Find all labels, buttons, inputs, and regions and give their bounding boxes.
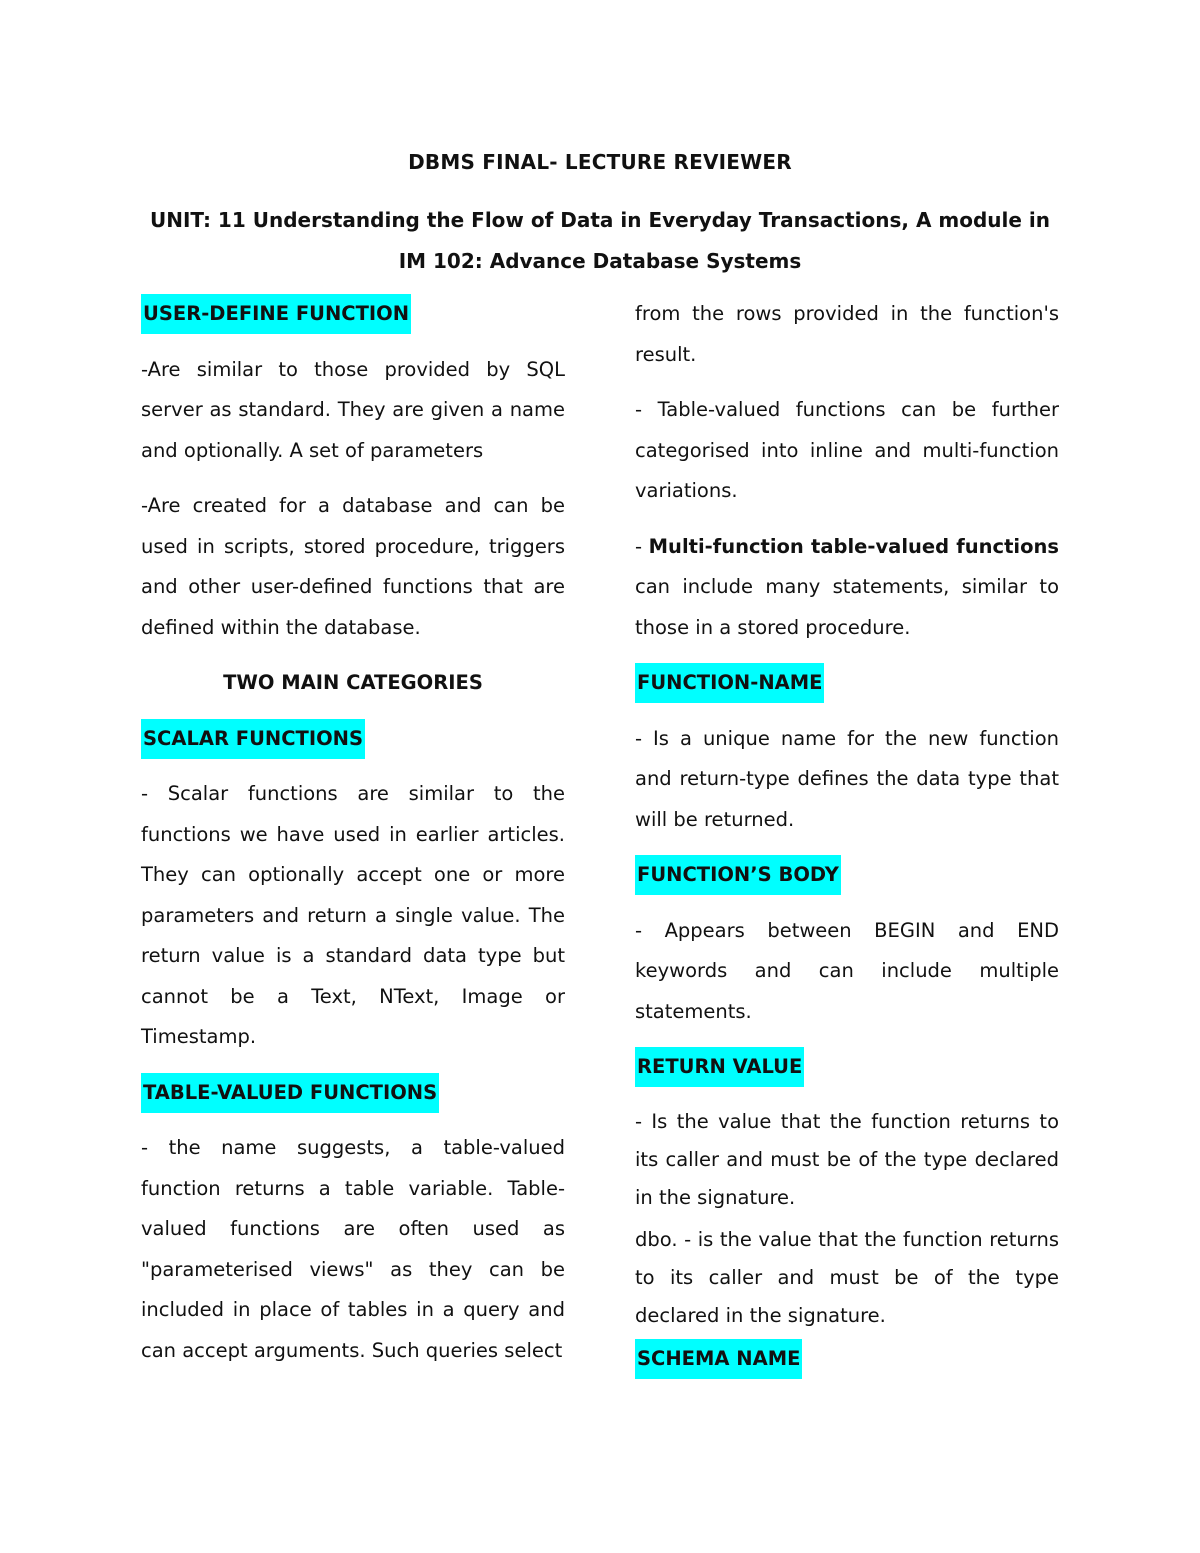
document-subtitle: UNIT: 11 Understanding the Flow of Data in Everyday Transactions, A module in IM 102: Advance Database Systems: [150, 208, 1051, 273]
function-name-heading: FUNCTION-NAME: [635, 663, 824, 703]
return-value-heading: RETURN VALUE: [635, 1047, 804, 1087]
udf-heading: USER-DEFINE FUNCTION: [141, 294, 411, 334]
tvf-paragraph: - the name suggests, a table-valued function returns a table variable. Table-valued functions are often used as "parameterised views" as they can be included in place of tables in a query and can accept arguments. Such queries select: [141, 1136, 565, 1362]
mf-rest: can include many statements, similar to those in a stored procedure.: [635, 575, 1059, 639]
scalar-heading: SCALAR FUNCTIONS: [141, 719, 365, 759]
fbody-heading-wrap: [635, 855, 1059, 896]
multi-function-paragraph: [635, 527, 1059, 649]
mf-prefix: -: [635, 534, 649, 558]
fname-heading-wrap: [635, 663, 1059, 704]
schema-heading-wrap: [635, 1339, 1059, 1380]
tvf-heading-wrap: [141, 1073, 565, 1114]
document-title: DBMS FINAL- LECTURE REVIEWER: [408, 150, 792, 174]
schema-name-heading: SCHEMA NAME: [635, 1339, 802, 1379]
rv-heading-wrap: [635, 1047, 1059, 1088]
dbo-paragraph: dbo. - is the value that the function returns to its caller and must be of the type declared in the signature.: [635, 1227, 1059, 1327]
udf-paragraph-2: -Are created for a database and can be used in scripts, stored procedure, triggers and other user-defined functions that are defined within the database.: [141, 494, 565, 639]
function-name-paragraph: - Is a unique name for the new function and return-type defines the data type that will be returned.: [635, 726, 1059, 831]
udf-heading-wrap: [141, 294, 565, 335]
left-column: [141, 294, 565, 1386]
categories-heading: TWO MAIN CATEGORIES: [223, 671, 483, 694]
tvf-continuation: from the rows provided in the function's result.: [635, 302, 1059, 366]
function-body-paragraph: - Appears between BEGIN and END keywords and can include multiple statements.: [635, 918, 1059, 1023]
udf-paragraph-1: -Are similar to those provided by SQL server as standard. They are given a name and optionally. A set of parameters: [141, 357, 565, 462]
scalar-heading-wrap: [141, 719, 565, 760]
tvf-heading: TABLE-VALUED FUNCTIONS: [141, 1073, 439, 1113]
right-column: [635, 294, 1059, 1394]
mf-bold-term: Multi-function table-valued functions: [648, 534, 1059, 558]
function-body-heading: FUNCTION’S BODY: [635, 855, 841, 895]
tvf-paragraph-2: - Table-valued functions can be further categorised into inline and multi-function variations.: [635, 398, 1059, 502]
return-value-paragraph: - Is the value that the function returns to its caller and must be of the type declared in the signature.: [635, 1109, 1059, 1209]
scalar-paragraph: - Scalar functions are similar to the functions we have used in earlier articles. They can optionally accept one or more parameters and return a single value. The return value is a standard data type but cannot be a Text, NText, Image or Timestamp.: [141, 782, 565, 1048]
